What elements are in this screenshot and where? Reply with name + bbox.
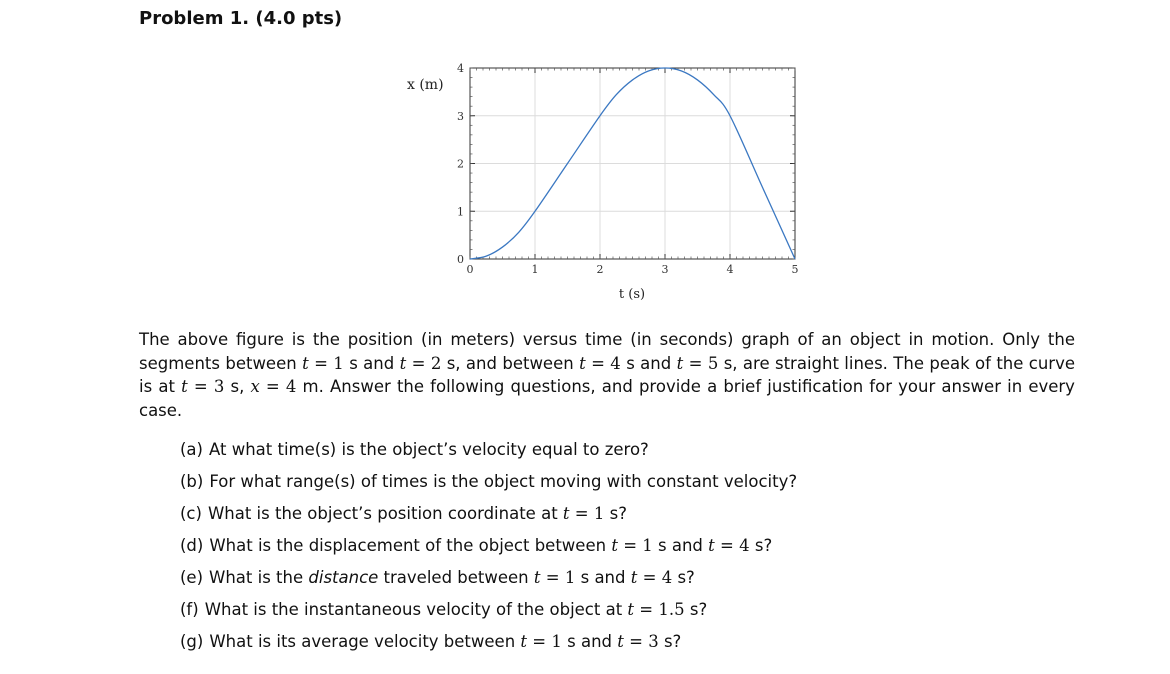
- question-text: At what time(s) is the object’s velocity equal to zero?: [209, 440, 649, 459]
- question-label: (b): [180, 472, 204, 491]
- graph-ticks: [457, 62, 799, 276]
- question-list: [180, 439, 797, 663]
- question-f: (f) What is the instantaneous velocity of the object at t = 1.5 s?: [180, 600, 708, 619]
- question-e: (e) What is the distance traveled between t = 1 s and t = 4 s?: [180, 568, 695, 587]
- x-tick-label: 0: [466, 263, 474, 276]
- question-label: (a): [180, 440, 203, 459]
- x-tick-label: 2: [596, 263, 604, 276]
- x-tick-label: 3: [661, 263, 669, 276]
- y-axis-label: x (m): [407, 77, 444, 93]
- question-c: (c) What is the object’s position coordinate at t = 1 s?: [180, 504, 627, 523]
- y-tick-label: 3: [457, 109, 464, 123]
- question-label: (g): [180, 632, 204, 651]
- x-axis-label: t (s): [618, 287, 646, 302]
- question-d: (d) What is the displacement of the object between t = 1 s and t = 4 s?: [180, 536, 773, 555]
- question-label: (e): [180, 568, 204, 587]
- x-tick-label: 5: [791, 263, 799, 276]
- question-label: (f): [180, 600, 199, 619]
- graph-grid: [470, 68, 795, 259]
- x-tick-label: 1: [531, 263, 539, 276]
- y-tick-label: 2: [457, 157, 464, 171]
- question-label: (c): [180, 504, 202, 523]
- position-time-graph: [395, 55, 815, 305]
- question-text: For what range(s) of times is the object moving with constant velocity?: [209, 472, 798, 491]
- intro-paragraph: The above figure is the position (in meters) versus time (in seconds) graph of an object in motion. Only the segments between t = 1 s and t = 2 s, and between t = 4 s and t = 5 s, are straight lines. The peak of the curve is at t = 3 s, x = 4 m. Answer the following questions, and provide a brief justification for your answer in every case.: [139, 330, 1076, 420]
- x-tick-label: 4: [726, 263, 734, 276]
- question-b: [180, 471, 797, 503]
- question-g: (g) What is its average velocity between t = 1 s and t = 3 s?: [180, 632, 682, 651]
- question-label: (d): [180, 536, 204, 555]
- y-tick-label: 0: [457, 253, 464, 266]
- question-a: [180, 439, 797, 471]
- y-tick-label: 1: [457, 205, 464, 219]
- problem-title: Problem 1. (4.0 pts): [139, 8, 343, 29]
- y-tick-label: 4: [457, 62, 464, 75]
